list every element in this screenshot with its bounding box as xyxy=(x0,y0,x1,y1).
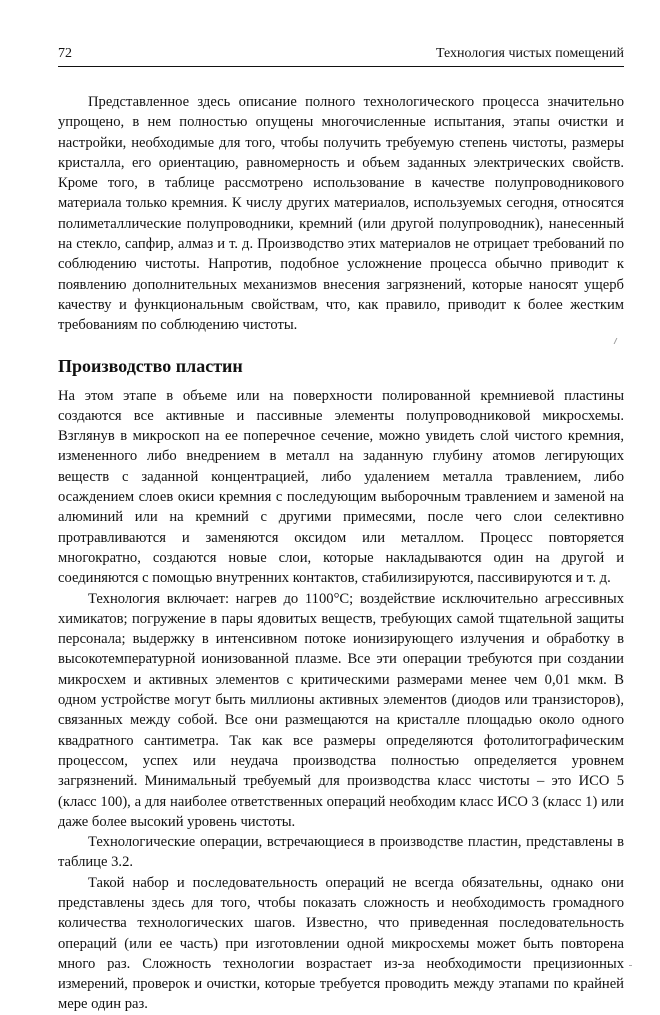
page-number: 72 xyxy=(58,46,72,61)
intro-paragraph: Представленное здесь описание полного технологического процесса значительно упрощено, в нем полностью опущены многочисленные испытания, этапы очистки и настройки, необходимые для того, чтобы получить требуемую степень чистоты, размеры кристалла, его ориентацию, равномерность и объем заданных электрических свойств. Кроме того, в таблице рассмотрено использование в качестве полупроводникового материала только кремния. К числу других материалов, используемых сегодня, относятся полиметаллические полупроводники, кремний (или другой полупроводник), нанесенный на стекло, сапфир, алмаз и т. д. Производство этих материалов не отрицает требований по соблюдению чистоты. Напротив, подобное усложнение процесса обычно приводит к появлению дополнительных механизмов внесения загрязнений, которые наносят ущерб качеству и функциональным свойствам, что, как правило, приводит к более жестким требованиям по соблюдению чистоты. xyxy=(58,94,624,334)
section-paragraph-2: Технология включает: нагрев до 1100°С; воздействие исключительно агрессивных химикатов; погружение в пары ядовитых веществ, требующих самой тщательной защиты персонала; выдержку в интенсивном потоке ионизирующего излучения и обработку в высокотемпературной ионизованной плазме. Все эти операции требуются при создании микросхем и активных элементов с критическими размерами менее чем 0,01 мкм. В одном устройстве могут быть миллионы активных элементов (диодов или транзисторов), связанных между собой. Все они размещаются на кристалле площадью около одного квадратного сантиметра. Так как все размеры определяются фотолитографическим процессом, успех или неудача производства полностью определяется уровнем загрязнений. Минимальный требуемый для производства класс чистоты – это ИСО 5 (класс 100), а для наиболее ответственных операций необходим класс ИСО 3 (класс 1) или даже более высокий уровень чистоты. xyxy=(58,590,624,830)
section-paragraph-3: Технологические операции, встречающиеся в производстве пластин, представлены в таблице 3.2. xyxy=(58,834,624,871)
section-paragraph-4: Такой набор и последовательность операций не всегда обязательны, однако они представлены здесь для того, чтобы показать сложность и необходимость громадного количества технологических шагов. Известно, что приведенная последовательность операций (или ее часть) при изготовлении одной микросхемы может быть повторена много раз. Сложность технологии возрастает из-за необходимости прецизионных измерений, проверок и очистки, которые требуется проводить между этапами по крайней мере один раз. xyxy=(58,874,624,1013)
running-header xyxy=(58,44,624,67)
section-paragraph-1: На этом этапе в объеме или на поверхности полированной кремниевой пластины создаются все активные и пассивные элементы полупроводниковой микросхемы. Взглянув в микроскоп на ее поперечное сечение, можно увидеть слой чистого кремния, измененного либо внедрением в металл на заданную глубину атомов легирующих веществ с заданной концентрацией, либо удалением металла травлением, либо осаждением слоев окиси кремния с последующим выборочным травлением и заменой на алюминий или на кремний с другими примесями, после чего слои селективно протравливаются и заменяются оксидом или металлом. Процесс повторяется многократно, создаются новые слои, которые накладываются один на другой и соединяются с помощью внутренних контактов, стабилизируются, пассивируются и т. д. xyxy=(58,387,624,587)
section-heading: Производство пластин xyxy=(58,355,243,376)
scan-corner-mark xyxy=(629,962,632,966)
running-title: Технология чистых помещений xyxy=(435,46,624,61)
page-content xyxy=(58,92,624,1015)
